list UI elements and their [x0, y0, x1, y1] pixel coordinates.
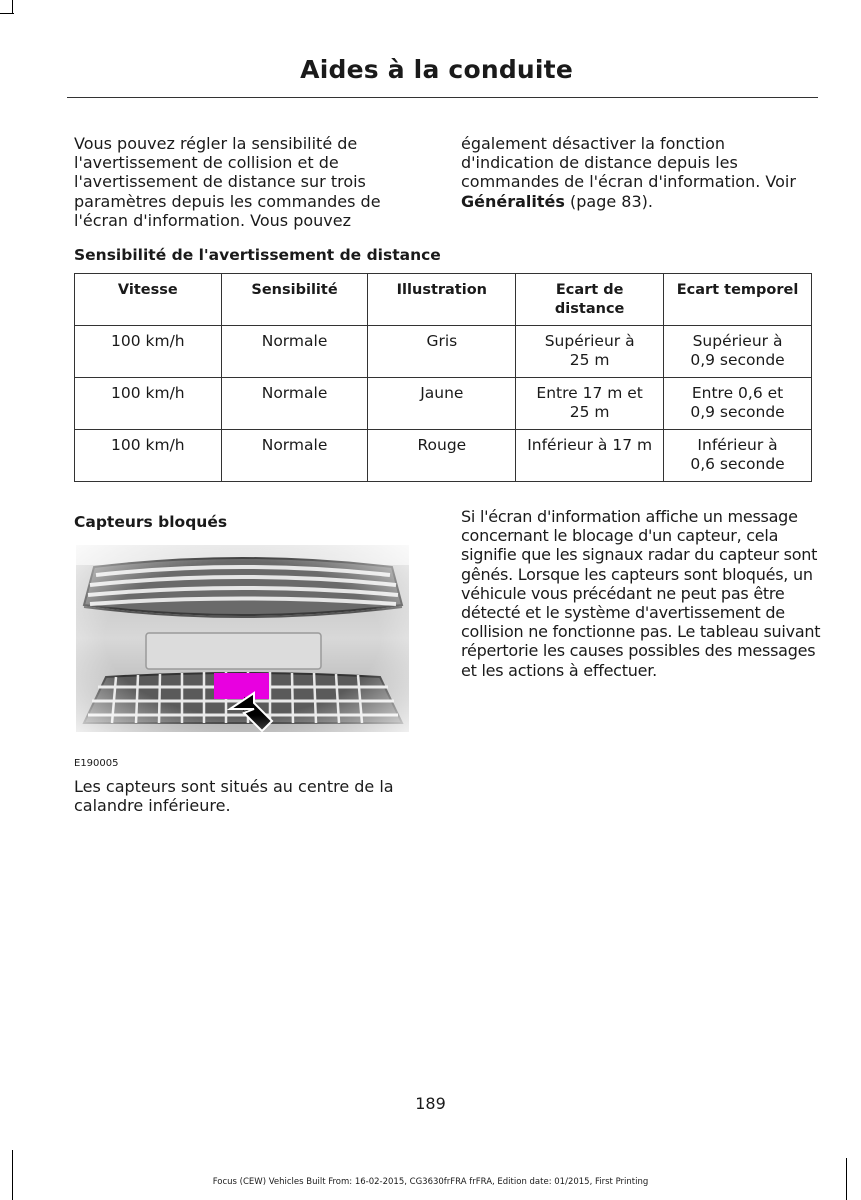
table-cell: Inférieur à 0,6 seconde — [664, 430, 812, 482]
figure-code: E190005 — [74, 758, 119, 769]
table-cell: Supérieur à 25 m — [516, 326, 664, 378]
intro-paragraph-left: Vous pouvez régler la sensibilité de l'avertissement de collision et de l'avertissement de distance sur trois paramètres depuis les commandes de l'écran d'information. Vous pouvez — [74, 134, 381, 230]
crop-mark-top-left — [12, 0, 13, 14]
table-cell: Rouge — [368, 430, 516, 482]
table-cell: Inférieur à 17 m — [516, 430, 664, 482]
column-header-illustration: Illustration — [368, 274, 516, 326]
table-cell: Jaune — [368, 378, 516, 430]
column-header-ecart-temporel: Ecart temporel — [664, 274, 812, 326]
blocked-sensors-paragraph: Si l'écran d'information affiche un message concernant le blocage d'un capteur, cela signifie que les signaux radar du capteur sont gênés. Lorsque les capteurs sont bloqués, un véhicule vous précédant ne peut pas être détecté et le système d'avertissement de collision ne fonctionne pas. Le tableau suivant répertorie les causes possibles des messages et les actions à effectuer. — [461, 507, 821, 680]
intro-right-text: également désactiver la fonction d'indication de distance depuis les commandes de l'écran d'information. Voir — [461, 134, 796, 192]
column-header-vitesse: Vitesse — [75, 274, 222, 326]
table-heading: Sensibilité de l'avertissement de distance — [74, 246, 441, 264]
figure-caption: Les capteurs sont situés au centre de la calandre inférieure. — [74, 777, 394, 816]
table-cell: Normale — [221, 430, 368, 482]
table-cell: Entre 17 m et 25 m — [516, 378, 664, 430]
table-row — [75, 378, 812, 430]
column-header-ecart-distance: Ecart de distance — [516, 274, 664, 326]
table-cell: 100 km/h — [75, 378, 222, 430]
blocked-sensors-heading: Capteurs bloqués — [74, 513, 228, 531]
intro-paragraph-right — [461, 134, 821, 211]
page-number: 189 — [415, 1094, 446, 1113]
page-title: Aides à la conduite — [300, 55, 573, 84]
table-cell: 100 km/h — [75, 430, 222, 482]
table-header-row — [75, 274, 812, 326]
table-cell: Entre 0,6 et 0,9 seconde — [664, 378, 812, 430]
print-footer: Focus (CEW) Vehicles Built From: 16-02-2015, CG3630frFRA frFRA, Edition date: 01/2015, First Printing — [212, 1177, 649, 1187]
sensitivity-table — [74, 273, 812, 482]
title-divider — [67, 97, 818, 98]
table-cell: Normale — [221, 326, 368, 378]
table-row — [75, 430, 812, 482]
table-cell: Supérieur à 0,9 seconde — [664, 326, 812, 378]
crop-mark-bottom-left — [12, 1150, 13, 1200]
table-cell: 100 km/h — [75, 326, 222, 378]
table-cell: Gris — [368, 326, 516, 378]
grille-drawing — [76, 545, 409, 732]
table-row — [75, 326, 812, 378]
front-grille-illustration — [76, 545, 409, 732]
generalites-link[interactable]: Généralités — [461, 191, 565, 211]
page-reference: (page 83). — [564, 191, 653, 211]
column-header-sensibilite: Sensibilité — [221, 274, 368, 326]
crop-mark-top-left-horizontal — [0, 13, 14, 14]
table-cell: Normale — [221, 378, 368, 430]
